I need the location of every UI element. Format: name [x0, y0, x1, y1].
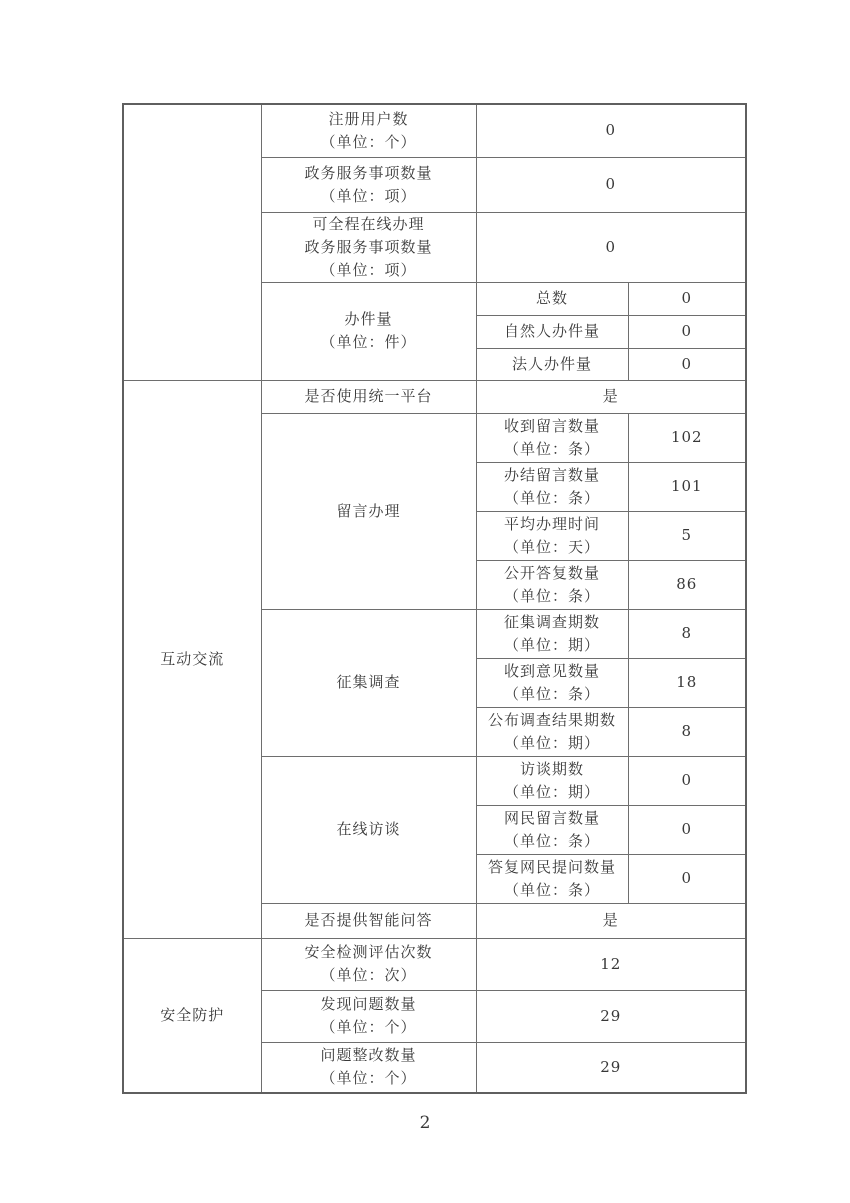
sublabel-line: （单位：条）: [503, 684, 600, 703]
label-line: （单位：个）: [320, 1069, 417, 1088]
sublabel-line: 征集调查期数: [503, 612, 600, 631]
label-line: （单位：次）: [320, 966, 417, 984]
sublabel-line: 收到意见数量: [503, 661, 600, 680]
metric-value-cell: 102: [628, 413, 746, 462]
metric-value-cell: 0: [628, 282, 746, 315]
sublabel-line: （单位：期）: [503, 782, 600, 801]
label-line: 注册用户数: [328, 109, 409, 128]
metric-label-cell: [261, 413, 476, 609]
label-line: 政务服务事项数量: [304, 237, 433, 256]
metric-value-cell: 0: [476, 212, 746, 282]
metric-sublabel-cell: [476, 462, 628, 511]
metric-sublabel-cell: [476, 658, 628, 707]
metric-value-cell: 5: [628, 511, 746, 560]
metric-value-cell: 18: [628, 658, 746, 707]
report-table: [122, 103, 747, 1094]
metric-label-cell: [261, 609, 476, 756]
label-line: 问题整改数量: [320, 1046, 417, 1065]
metric-sublabel-cell: [476, 348, 628, 380]
table-row: [123, 104, 746, 157]
label-line: 在线访谈: [336, 820, 401, 838]
label-line: （单位：个）: [320, 1018, 417, 1036]
label-line: 是否使用统一平台: [304, 387, 433, 405]
metric-value-cell: 0: [628, 315, 746, 348]
metric-value-cell: 0: [628, 854, 746, 903]
page-number: 2: [419, 1113, 431, 1133]
section-cell-interaction: 互动交流: [123, 380, 261, 938]
metric-sublabel-cell: [476, 315, 628, 348]
metric-sublabel-cell: [476, 413, 628, 462]
metric-value-cell: 0: [628, 348, 746, 380]
metric-label-cell: [261, 938, 476, 990]
label-line: 安全检测评估次数: [304, 943, 433, 961]
metric-value-cell: 29: [476, 990, 746, 1042]
metric-value-cell: 0: [476, 104, 746, 157]
metric-label-cell: [261, 104, 476, 157]
metric-value-cell: 8: [628, 609, 746, 658]
metric-value-cell: 29: [476, 1042, 746, 1093]
label-line: （单位：件）: [320, 333, 417, 351]
sublabel-line: （单位：条）: [503, 880, 600, 899]
sublabel-line: 访谈期数: [519, 759, 584, 778]
metric-label-cell: [261, 990, 476, 1042]
label-line: （单位：项）: [320, 260, 417, 279]
metric-value-cell: 12: [476, 938, 746, 990]
metric-sublabel-cell: [476, 609, 628, 658]
metric-value-cell: 0: [628, 805, 746, 854]
sublabel-line: （单位：条）: [503, 586, 600, 605]
section-cell-security: 安全防护: [123, 938, 261, 1093]
label-line: 办件量: [344, 310, 393, 328]
label-line: （单位：个）: [320, 132, 417, 151]
metric-sublabel-cell: [476, 511, 628, 560]
label-line: 政务服务事项数量: [304, 163, 433, 182]
metric-value-cell: 86: [628, 560, 746, 609]
sublabel-line: （单位：天）: [503, 537, 600, 556]
metric-label-cell: [261, 756, 476, 903]
metric-sublabel-cell: [476, 854, 628, 903]
sublabel-line: 网民留言数量: [503, 808, 600, 827]
sublabel-line: （单位：条）: [503, 439, 600, 458]
sublabel-line: 答复网民提问数量: [487, 857, 616, 876]
metric-label-cell: [261, 380, 476, 413]
metric-sublabel-cell: [476, 707, 628, 756]
sublabel-line: （单位：条）: [503, 488, 600, 507]
metric-value-cell: 0: [476, 157, 746, 212]
metric-sublabel-cell: [476, 756, 628, 805]
metric-value-cell: 0: [628, 756, 746, 805]
sublabel-line: 公布调查结果期数: [487, 710, 616, 729]
sublabel-line: 平均办理时间: [503, 514, 600, 533]
metric-label-cell: [261, 212, 476, 282]
label-line: 是否提供智能问答: [304, 911, 433, 929]
metric-value-cell: 是: [476, 903, 746, 938]
metric-value-cell: 101: [628, 462, 746, 511]
metric-sublabel-cell: [476, 560, 628, 609]
metric-value-cell: 8: [628, 707, 746, 756]
label-line: 征集调查: [336, 673, 401, 691]
metric-label-cell: [261, 282, 476, 380]
sublabel-line: （单位：期）: [503, 635, 600, 654]
metric-value-cell: 是: [476, 380, 746, 413]
sublabel-line: 法人办件量: [511, 354, 592, 373]
sublabel-line: 总数: [535, 289, 568, 307]
label-line: 发现问题数量: [320, 995, 417, 1013]
label-line: 可全程在线办理: [312, 214, 425, 233]
metric-label-cell: [261, 903, 476, 938]
sublabel-line: 办结留言数量: [503, 465, 600, 484]
sublabel-line: （单位：条）: [503, 831, 600, 850]
section-cell-blank: [123, 104, 261, 380]
metric-label-cell: [261, 157, 476, 212]
metric-sublabel-cell: [476, 805, 628, 854]
sublabel-line: （单位：期）: [503, 733, 600, 752]
table-row: [123, 380, 746, 413]
sublabel-line: 自然人办件量: [503, 322, 600, 340]
sublabel-line: 公开答复数量: [503, 563, 600, 582]
label-line: （单位：项）: [320, 186, 417, 205]
table-row: [123, 938, 746, 990]
sublabel-line: 收到留言数量: [503, 416, 600, 435]
metric-sublabel-cell: [476, 282, 628, 315]
metric-label-cell: [261, 1042, 476, 1093]
label-line: 留言办理: [336, 501, 401, 520]
